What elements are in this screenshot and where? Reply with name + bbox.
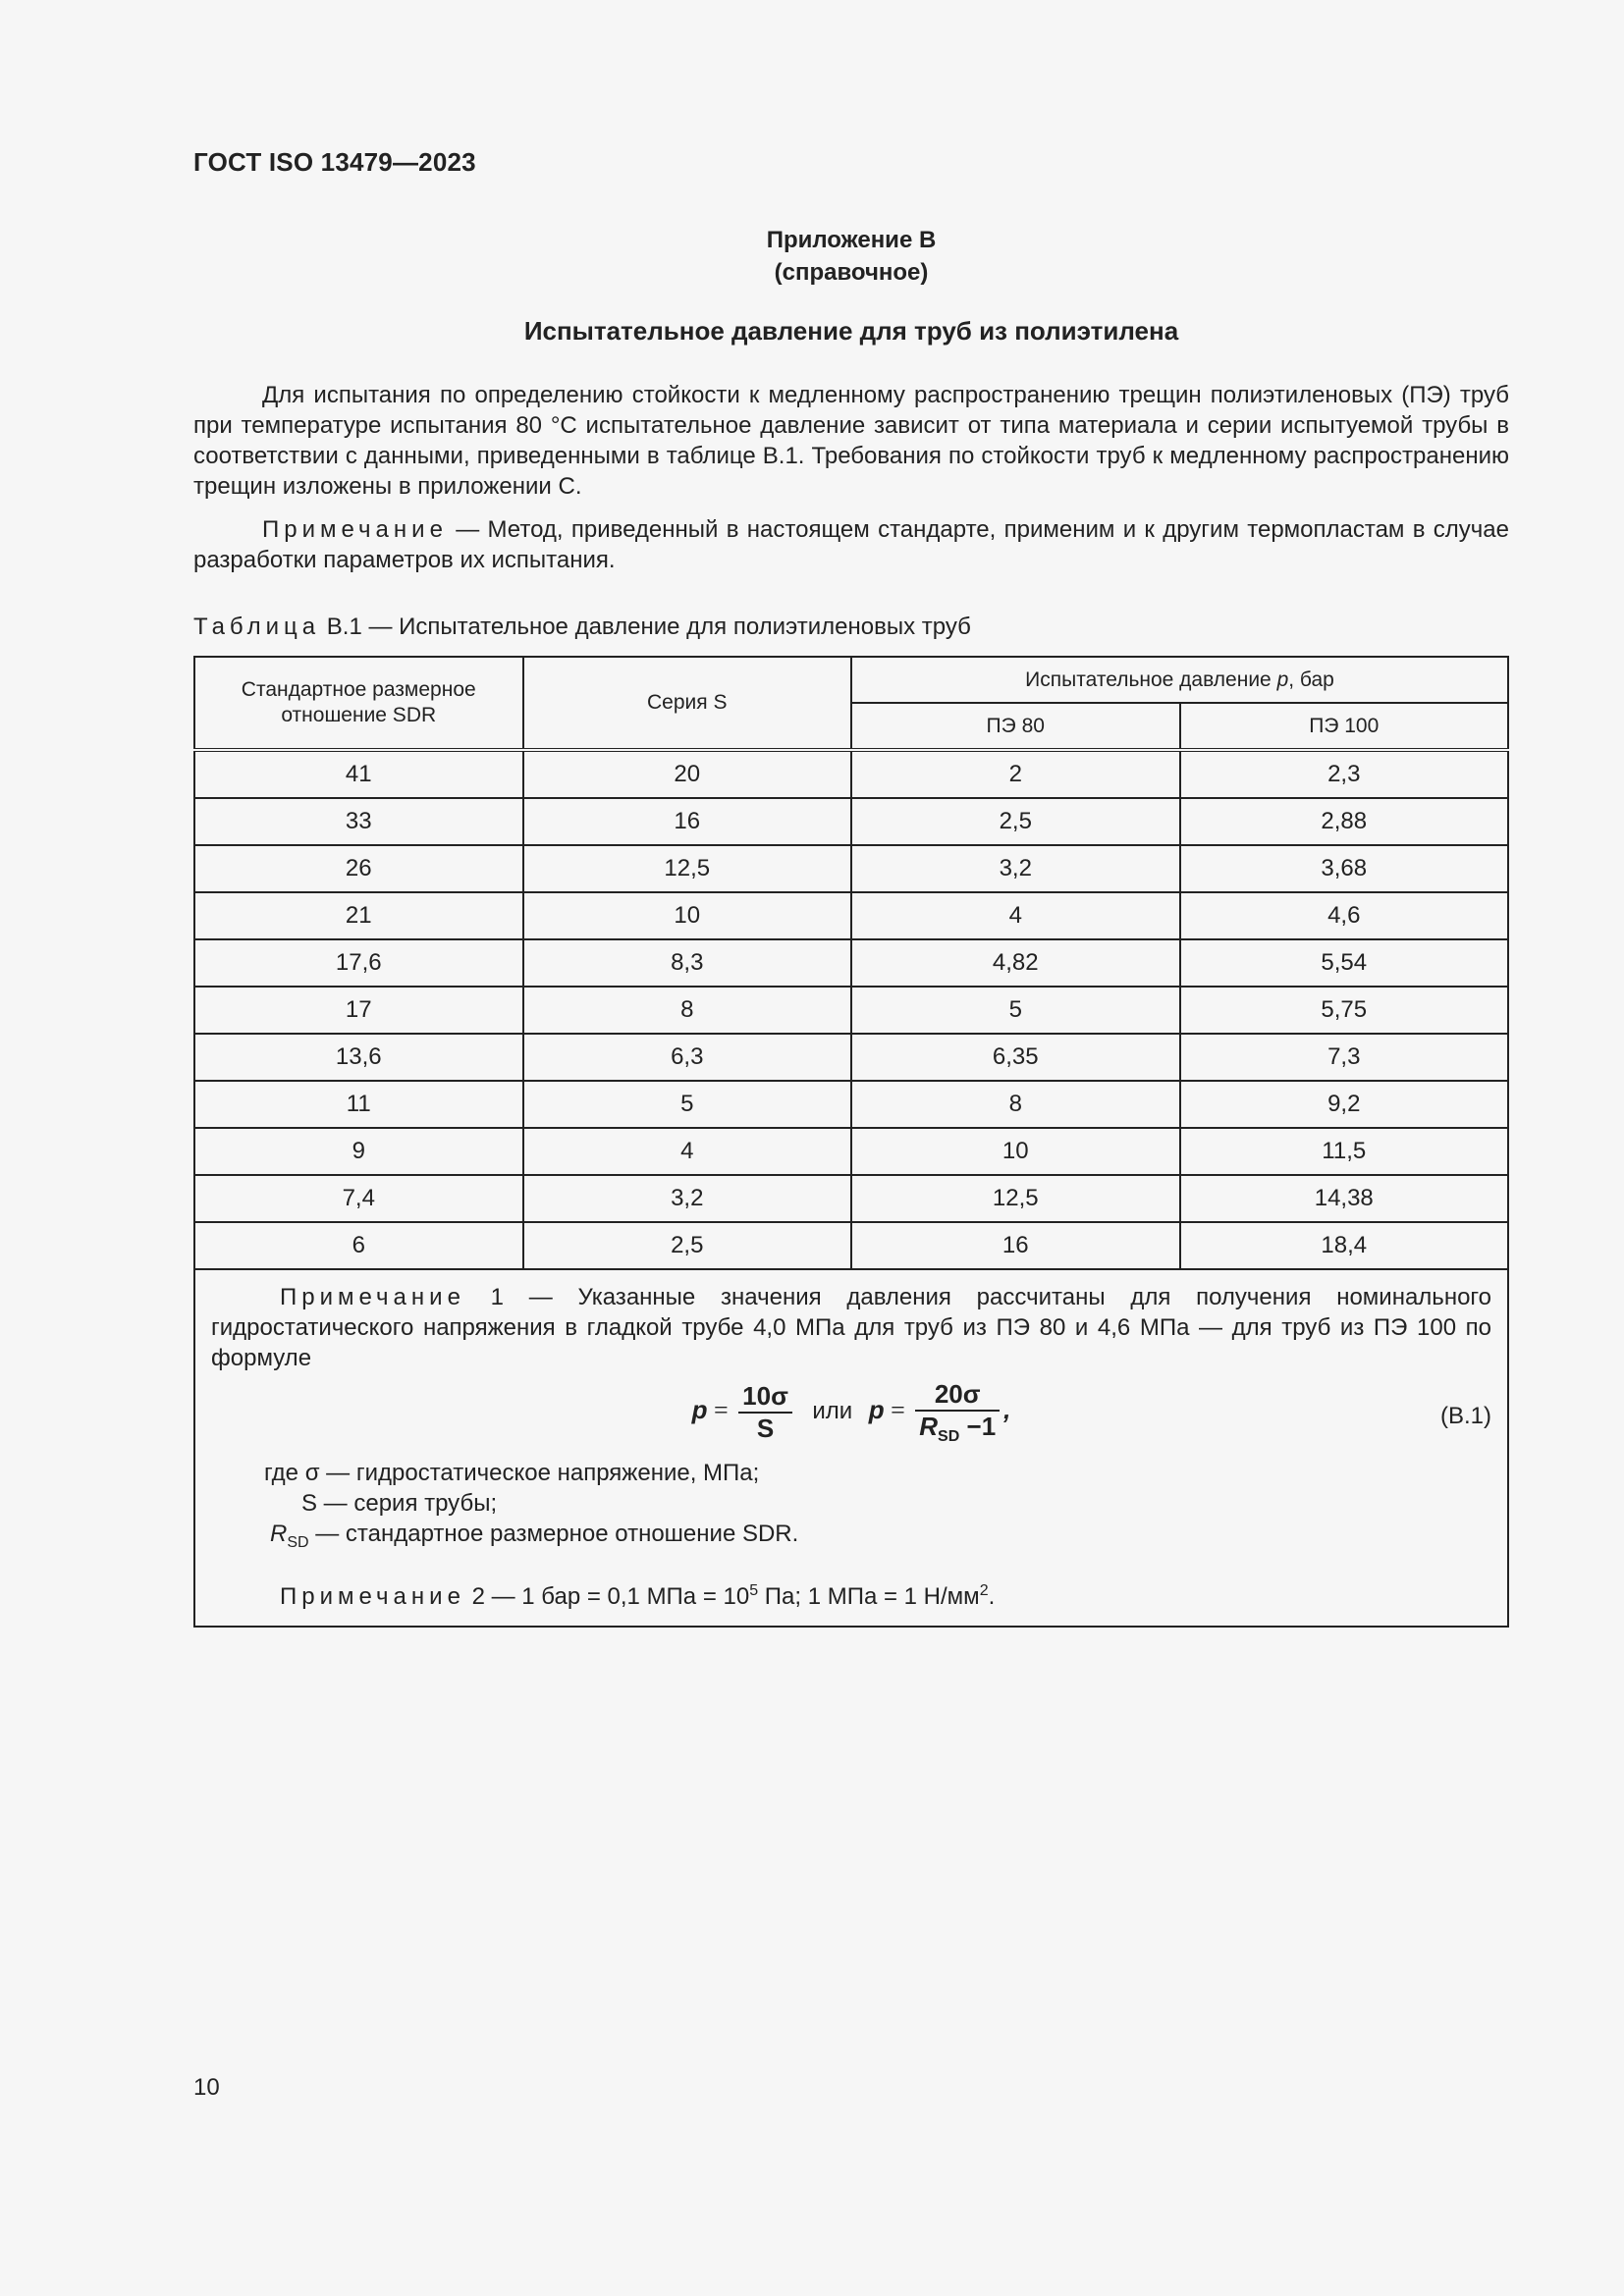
table-cell: 12,5	[523, 845, 852, 892]
table-note-2: Примечание 2 — 1 бар = 0,1 МПа = $10^5$ Па; 1 МПа = 1 $Н/мм^2$.	[280, 1581, 996, 1610]
intro-paragraph	[193, 380, 1509, 502]
table-caption-text: В.1 — Испытательное давление для полиэтиленовых труб	[320, 614, 971, 640]
table-cell: 6,35	[851, 1034, 1180, 1081]
table-notes-row	[194, 1269, 1508, 1627]
fraction-2: $\frac{20\sigma}{R_{SD} -1}$	[915, 1379, 1000, 1446]
table-cell: 41	[194, 750, 523, 798]
fraction-1: $\frac{10\sigma}{S}$	[738, 1381, 792, 1444]
table-cell: 16	[523, 798, 852, 845]
annex-title: Приложение В	[766, 227, 937, 253]
pressure-table	[193, 656, 1509, 1628]
table-cell: 16	[851, 1222, 1180, 1269]
table-cell: 9,2	[1180, 1081, 1509, 1128]
formula-number: (В.1)	[1439, 1403, 1491, 1429]
table-cell: 4,82	[851, 939, 1180, 987]
table-row	[194, 1222, 1508, 1269]
annex-subtitle: (справочное)	[774, 259, 929, 286]
table-row	[194, 1034, 1508, 1081]
header-series: Серия S	[523, 657, 852, 750]
formula-legend: где σ — гидростатическое напряжение, МПа; S — серия трубы; $R_{SD}$ — стандартное размерное отношение SDR.	[264, 1460, 799, 1551]
table-row	[194, 750, 1508, 798]
note-label: Примечание	[262, 516, 448, 543]
table-cell: 2	[851, 750, 1180, 798]
table-cell: 9	[194, 1128, 523, 1175]
table-cell: 11	[194, 1081, 523, 1128]
table-cell: 2,5	[851, 798, 1180, 845]
note-text: — Метод, приведенный в настоящем стандарте, применим и к другим термопластам в случае разработки параметров их испытания.	[193, 516, 1509, 573]
table-row	[194, 1128, 1508, 1175]
table-cell: 2,3	[1180, 750, 1509, 798]
header-pe100: ПЭ 100	[1180, 703, 1509, 750]
table-cell: 8,3	[523, 939, 852, 987]
header-pe80: ПЭ 80	[851, 703, 1180, 750]
table-row	[194, 1081, 1508, 1128]
formula-b1	[211, 1379, 1491, 1458]
table-cell: 2,5	[523, 1222, 852, 1269]
table-cell: 26	[194, 845, 523, 892]
table-cell: 21	[194, 892, 523, 939]
table-cell: 4,6	[1180, 892, 1509, 939]
document-header: ГОСТ ISO 13479—2023	[193, 147, 476, 177]
intro-paragraph-text: Для испытания по определению стойкости к медленному распространению трещин полиэтиленовых (ПЭ) труб при температуре испытания 80 °С испытательное давление зависит от типа материала и серии испытуемой трубы в соответствии с данными, приведенными в таблице В.1. Требования по стойкости труб к медленному распространению трещин изложены в приложении С.	[193, 382, 1509, 500]
formula-expression: p = $\frac{10\sigma}{S}$ или p = $\frac{20\sigma}{R_{SD} -1}$ ,	[691, 1379, 1011, 1446]
section-title: Испытательное давление для труб из полиэтилена	[523, 316, 1179, 346]
table-cell: 2,88	[1180, 798, 1509, 845]
table-cell: 5,54	[1180, 939, 1509, 987]
table-cell: 5	[851, 987, 1180, 1034]
header-sdr: Стандартное размерное отношение SDR	[194, 657, 523, 750]
table-row	[194, 1175, 1508, 1222]
table-cell: 8	[851, 1081, 1180, 1128]
table-cell: 5	[523, 1081, 852, 1128]
table-row	[194, 845, 1508, 892]
table-cell: 14,38	[1180, 1175, 1509, 1222]
table-note-1: Примечание 1 — Указанные значения давления рассчитаны для получения номинального гидростатического напряжения в гладкой трубе 4,0 МПа для труб из ПЭ 80 и 4,6 МПа — для труб из ПЭ 100 по формуле	[211, 1284, 1491, 1371]
intro-note	[193, 514, 1509, 575]
table-cell: 10	[523, 892, 852, 939]
table-cell: 33	[194, 798, 523, 845]
table-row	[194, 939, 1508, 987]
table-row	[194, 987, 1508, 1034]
table-cell: 8	[523, 987, 852, 1034]
table-cell: 3,2	[851, 845, 1180, 892]
table-cell: 7,3	[1180, 1034, 1509, 1081]
table-cell: 3,2	[523, 1175, 852, 1222]
table-cell: 4	[851, 892, 1180, 939]
header-pressure: Испытательное давление p, бар	[851, 657, 1508, 703]
table-cell: 10	[851, 1128, 1180, 1175]
table-row	[194, 798, 1508, 845]
table-cell: 4	[523, 1128, 852, 1175]
table-cell: 6,3	[523, 1034, 852, 1081]
table-cell: 18,4	[1180, 1222, 1509, 1269]
table-caption-label: Таблица	[193, 614, 321, 640]
table-cell: 12,5	[851, 1175, 1180, 1222]
table-caption	[193, 614, 971, 641]
table-cell: 17,6	[194, 939, 523, 987]
table-cell: 13,6	[194, 1034, 523, 1081]
table-notes	[194, 1269, 1508, 1627]
annex-heading	[193, 224, 1509, 289]
table-cell: 17	[194, 987, 523, 1034]
table-cell: 3,68	[1180, 845, 1509, 892]
table-cell: 11,5	[1180, 1128, 1509, 1175]
table-cell: 5,75	[1180, 987, 1509, 1034]
table-cell: 7,4	[194, 1175, 523, 1222]
page-number: 10	[193, 2074, 220, 2101]
table-row	[194, 892, 1508, 939]
table-cell: 6	[194, 1222, 523, 1269]
table-cell: 20	[523, 750, 852, 798]
